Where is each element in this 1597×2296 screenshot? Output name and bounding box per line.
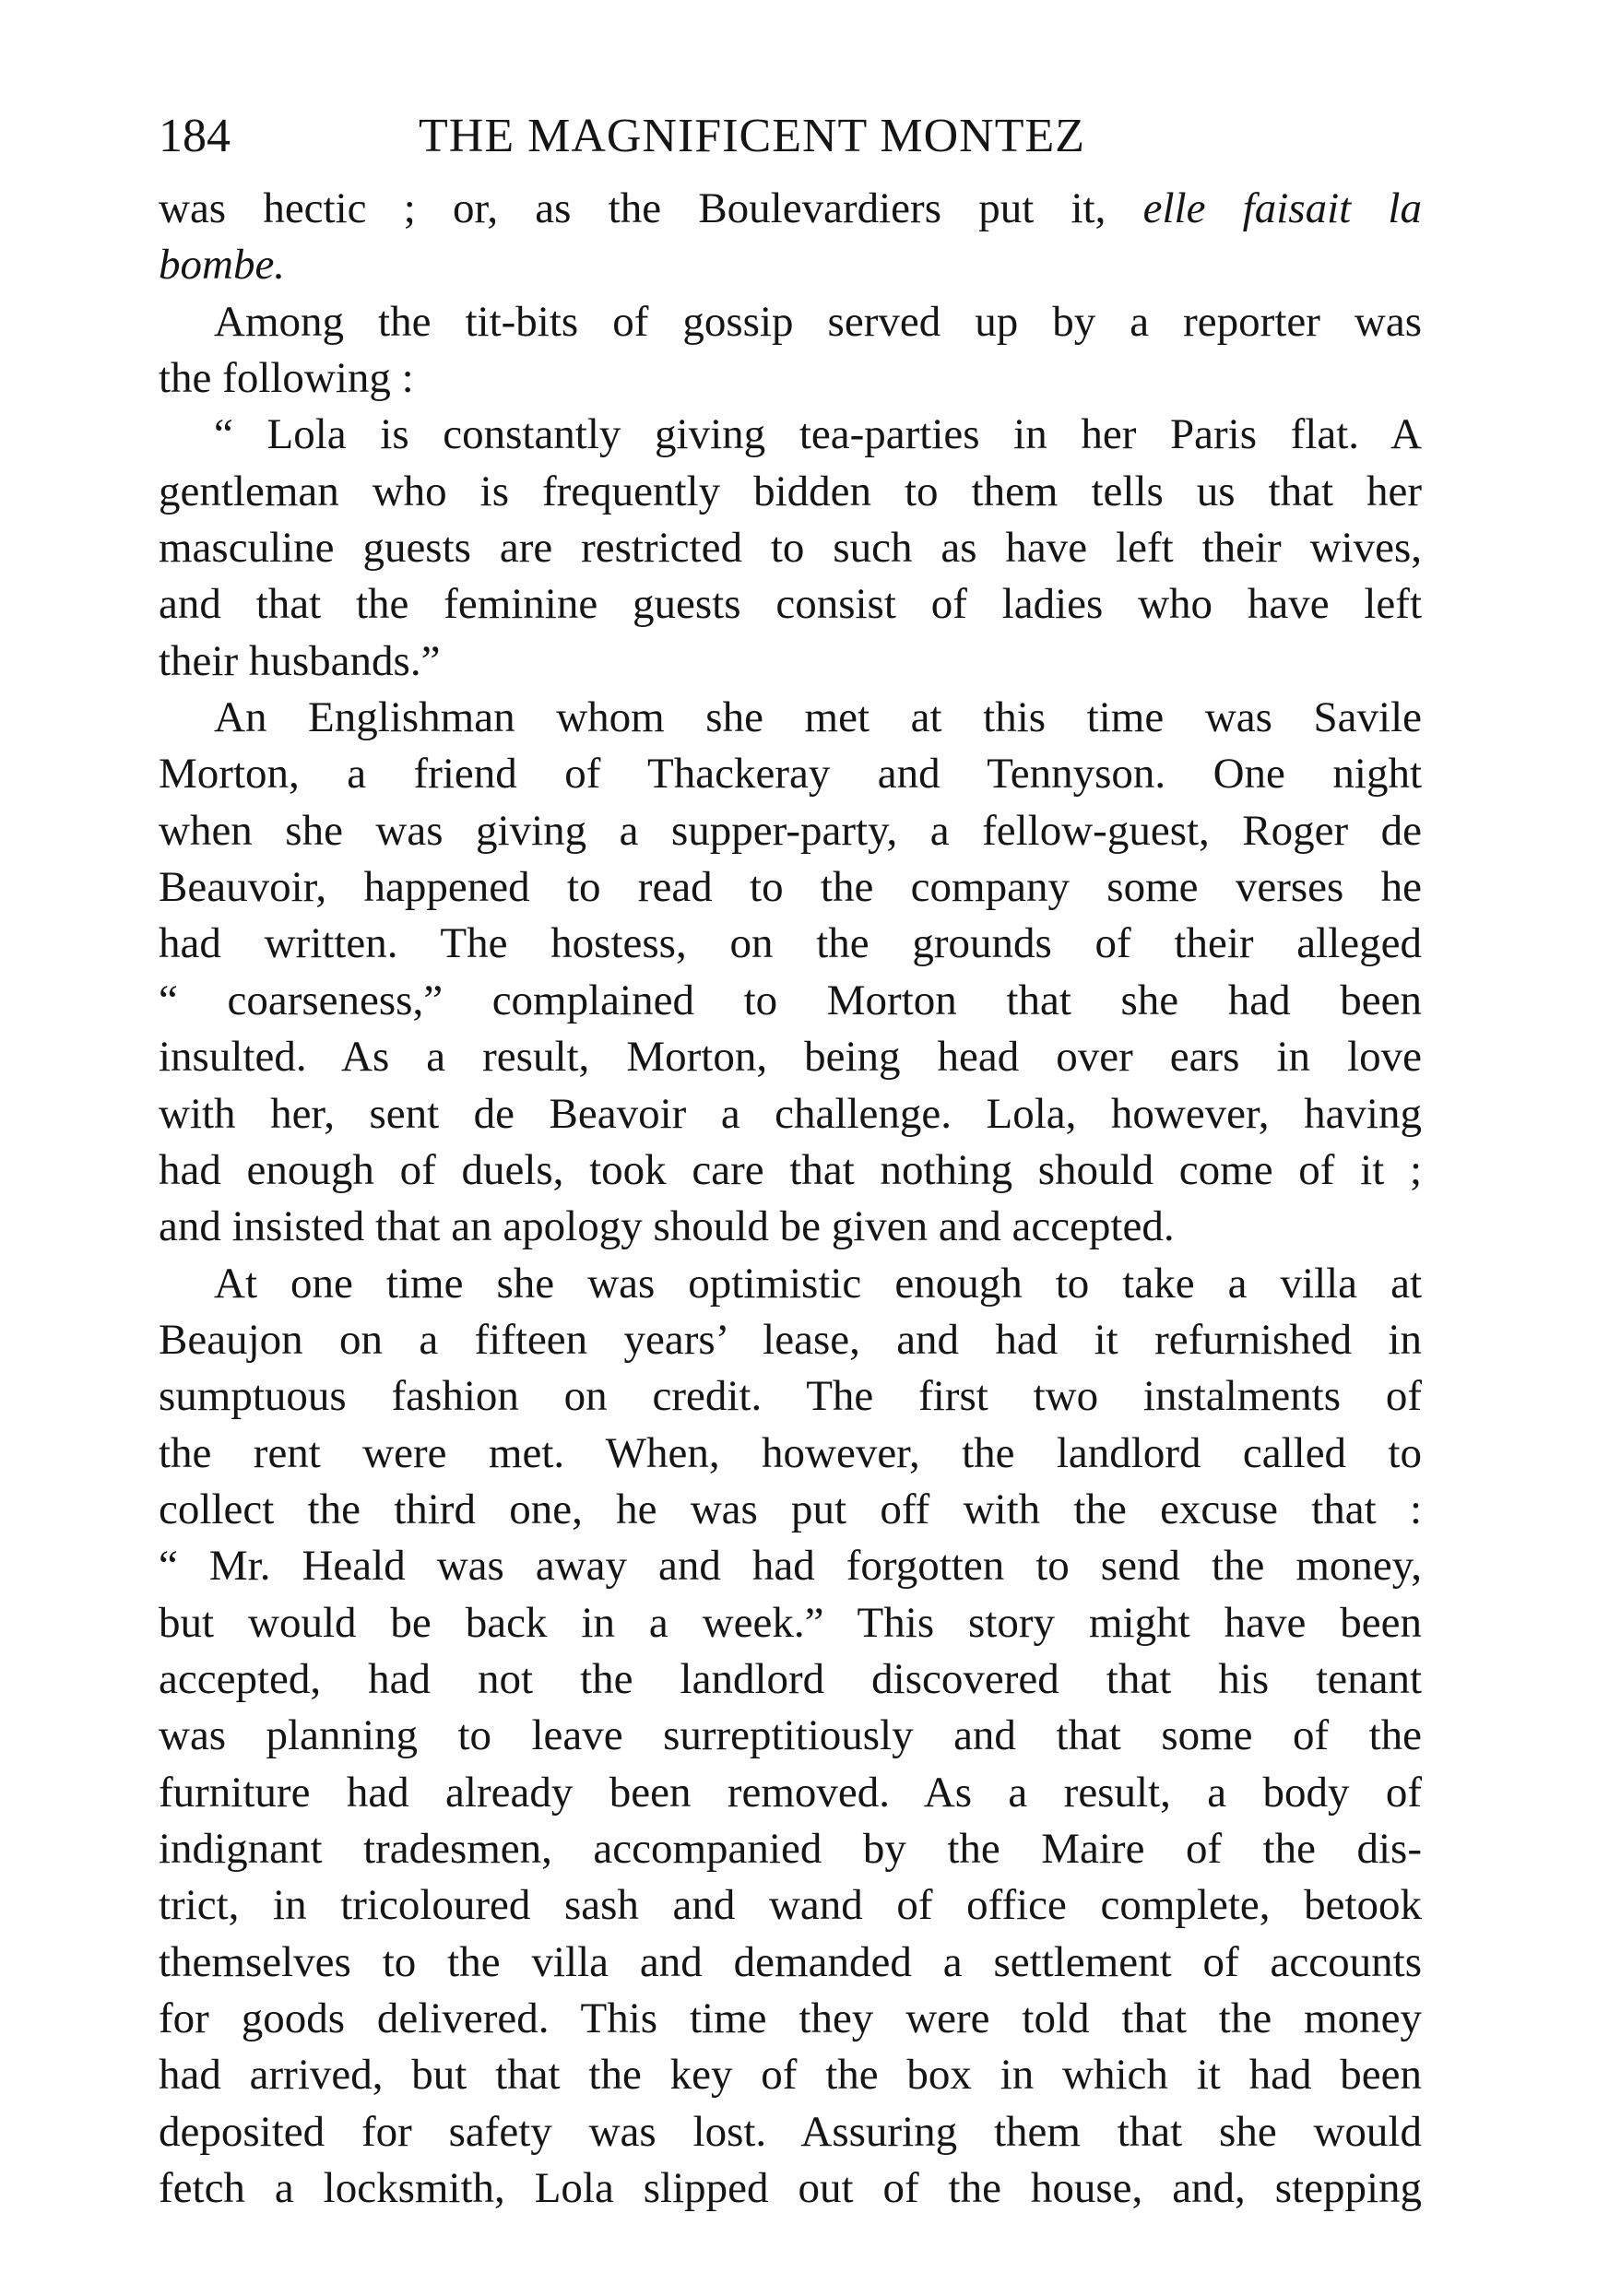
text-line-content: was hectic ; or, as the Boulevardiers put it, [159,184,1143,232]
text-line [159,1368,1422,1425]
text-line-content: gentleman who is frequently bidden to them tells us that her [159,467,1422,515]
text-line [159,237,1422,293]
italic-phrase: bombe. [159,241,286,290]
italic-phrase: elle faisait la [1142,184,1422,232]
text-line-content: insulted. As a result, Morton, being head over ears in love [159,1033,1422,1082]
text-line-content: themselves to the villa and demanded a settlement of accounts [159,1937,1422,1986]
text-line [159,1538,1422,1594]
text-line-content: An Englishman whom she met at this time was Savile [214,693,1422,742]
text-line-content: Beauvoir, happened to read to the company some verses he [159,863,1422,912]
text-line [159,803,1422,859]
text-line [159,1086,1422,1142]
text-line-content: collect the third one, he was put off with the excuse that : [159,1485,1422,1533]
text-line-content: “ Mr. Heald was away and had forgotten to send the money, [159,1542,1422,1591]
text-line-content: masculine guests are restricted to such as have left their wives, [159,524,1422,573]
text-line-content: trict, in tricoloured sash and wand of office complete, betook [159,1881,1422,1930]
text-line-content: Morton, a friend of Thackeray and Tennyson. One night [159,750,1422,799]
text-line-content: “ coarseness,” complained to Morton that she had been [159,976,1422,1024]
page-number: 184 [159,110,231,162]
text-line [159,916,1422,972]
text-line-content: indignant tradesmen, accompanied by the Maire of the dis- [159,1824,1422,1873]
text-line-content: their husbands.” [159,636,441,685]
text-line-content: sumptuous fashion on credit. The first two instalments of [159,1372,1422,1421]
text-line [159,1877,1422,1934]
text-line [159,1482,1422,1538]
text-line [159,1256,1422,1312]
text-line [159,1651,1422,1708]
text-line [159,1821,1422,1877]
text-line [159,350,1422,407]
text-line-content: At one time she was optimistic enough to take a villa at [214,1259,1422,1308]
text-line [159,520,1422,576]
text-line [159,1029,1422,1085]
text-line-content: for goods delivered. This time they were told that the money [159,1994,1422,2042]
text-line-content: had enough of duels, took care that nothing should come of it ; [159,1145,1422,1194]
text-line-content: furniture had already been removed. As a result, a body of [159,1768,1422,1817]
text-line [159,1426,1422,1482]
text-line-content: was planning to leave surreptitiously and that some of the [159,1711,1422,1760]
text-line-content: and insisted that an apology should be given and accepted. [159,1202,1175,1251]
text-line-content: with her, sent de Beavoir a challenge. Lola, however, having [159,1089,1422,1138]
text-line [159,859,1422,916]
text-line-content: accepted, had not the landlord discovered that his tenant [159,1654,1422,1703]
text-line [159,2104,1422,2160]
text-line [159,576,1422,633]
text-line [159,294,1422,350]
text-line-content: the following : [159,354,414,403]
text-line-content: when she was giving a supper-party, a fellow-guest, Roger de [159,806,1422,855]
text-line [159,464,1422,520]
body-text [159,181,1422,2217]
text-line [159,1708,1422,1764]
text-line-content: fetch a locksmith, Lola slipped out of the house, and, stepping [159,2164,1422,2213]
text-line [159,690,1422,746]
text-line [159,181,1422,237]
text-line-content: the rent were met. When, however, the landlord called to [159,1428,1422,1477]
text-line [159,1935,1422,1991]
text-line [159,1595,1422,1651]
text-line [159,2047,1422,2103]
text-line [159,1199,1422,1255]
text-line [159,1765,1422,1821]
running-title: THE MAGNIFICENT MONTEZ [419,110,1085,162]
text-line-content: deposited for safety was lost. Assuring them that she would [159,2107,1422,2156]
text-line [159,2160,1422,2217]
text-line [159,973,1422,1029]
running-head [159,103,1422,170]
text-line-content: had written. The hostess, on the grounds of their alleged [159,919,1422,968]
text-line-content: “ Lola is constantly giving tea-parties in her Paris flat. A [214,410,1422,459]
text-line [159,1991,1422,2047]
text-line [159,407,1422,463]
text-line [159,1312,1422,1368]
text-line-content: but would be back in a week.” This story might have been [159,1598,1422,1647]
text-line [159,1142,1422,1199]
text-line-content: Beaujon on a fifteen years’ lease, and had it refurnished in [159,1315,1422,1364]
text-line-content: Among the tit-bits of gossip served up by a reporter was [214,297,1422,346]
text-line [159,746,1422,802]
text-line-content: and that the feminine guests consist of ladies who have left [159,580,1422,629]
text-line-content: had arrived, but that the key of the box in which it had been [159,2051,1422,2100]
text-line [159,633,1422,690]
